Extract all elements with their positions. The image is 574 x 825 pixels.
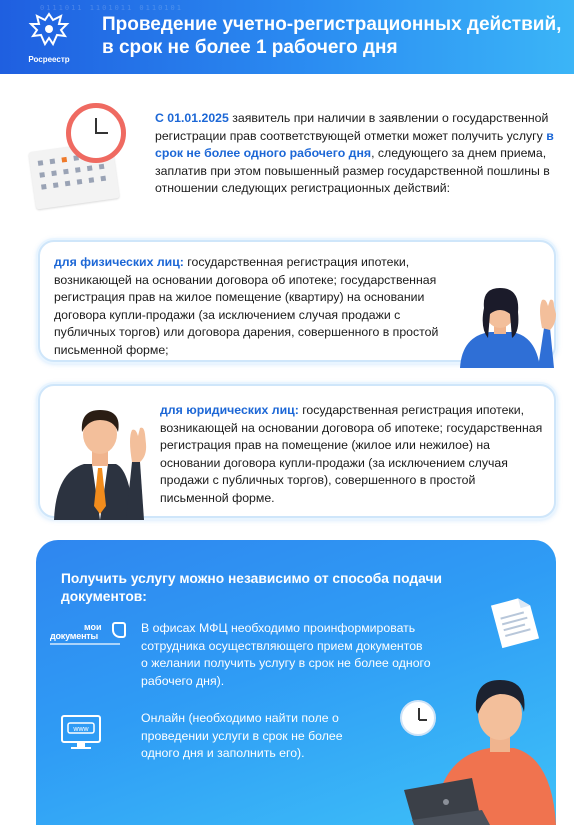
intro-text-part2: , следующего за днем приема, заплатив при этом повышенный размер государственной пошлины в отношении следующих регистрационных действий:: [155, 146, 550, 195]
document-icon: [489, 593, 542, 650]
submission-methods-title: Получить услугу можно независимо от способа подачи документов:: [61, 571, 442, 604]
legal-entities-text: [160, 402, 545, 507]
effective-date: С 01.01.2025: [155, 111, 229, 125]
eagle-emblem-icon: [27, 10, 71, 50]
www-label: www: [73, 726, 89, 733]
mfc-logo-line2: документы: [50, 631, 98, 641]
rosreestr-logo: [14, 10, 84, 66]
mfc-badge-icon: [112, 622, 126, 638]
online-item: Онлайн (необходимо найти поле о проведении услуги в срок не более одного дня и заполнить его).: [141, 711, 343, 760]
submission-methods-panel: [36, 540, 556, 825]
individuals-card: [38, 240, 556, 362]
legal-entities-description: государственная регистрация ипотеки, возникающей на основании договора об ипотеке; государственная регистрация прав на помещение (жилое или нежилое) на основании договора купли-продажи (за исключением случая продажи с публичных торгов), совершенного в простой письменной форме.: [160, 403, 543, 505]
intro-paragraph: [155, 110, 555, 198]
mfc-logo-line1: мои: [84, 622, 102, 632]
mfc-office-item: В офисах МФЦ необходимо проинформировать сотрудника осуществляющего прием документов о желании получить услугу в срок не более одного рабочего дня).: [141, 621, 431, 688]
binary-decoration: 0111011 1101011 0110101: [40, 4, 183, 12]
mfc-moi-dokumenty-logo: [50, 622, 130, 652]
man-with-laptop-illustration: [394, 660, 556, 825]
clock-icon: [66, 103, 126, 163]
logo-caption: Росреестр: [28, 55, 70, 64]
legal-entities-card: [38, 384, 556, 518]
individuals-label: для физических лиц:: [54, 255, 184, 269]
page-title: Проведение учетно-регистрационных действий, в срок не более 1 рабочего дня: [102, 14, 562, 58]
intro-section: [0, 88, 574, 228]
individuals-description: государственная регистрация ипотеки, возникающей на основании договора об ипотеке; государственная регистрация прав на жилое помещение (квартиру) на основании договора купли-продажи (за исключением случая продажи с публичных торгов) или договора дарения, совершенного в простой письменной форме;: [54, 255, 439, 357]
businessman-illustration: [50, 398, 150, 520]
woman-waving-illustration: [450, 278, 560, 368]
individuals-text: [54, 254, 464, 359]
header-banner: [0, 0, 574, 74]
website-monitor-icon: [60, 712, 102, 754]
intro-highlight: в срок не более одного рабочего дня: [155, 128, 554, 160]
legal-entities-label: для юридических лиц:: [160, 403, 299, 417]
intro-text-part1: заявитель при наличии в заявлении о государственной регистрации прав соответствующей отметки может получить услугу: [155, 111, 549, 143]
